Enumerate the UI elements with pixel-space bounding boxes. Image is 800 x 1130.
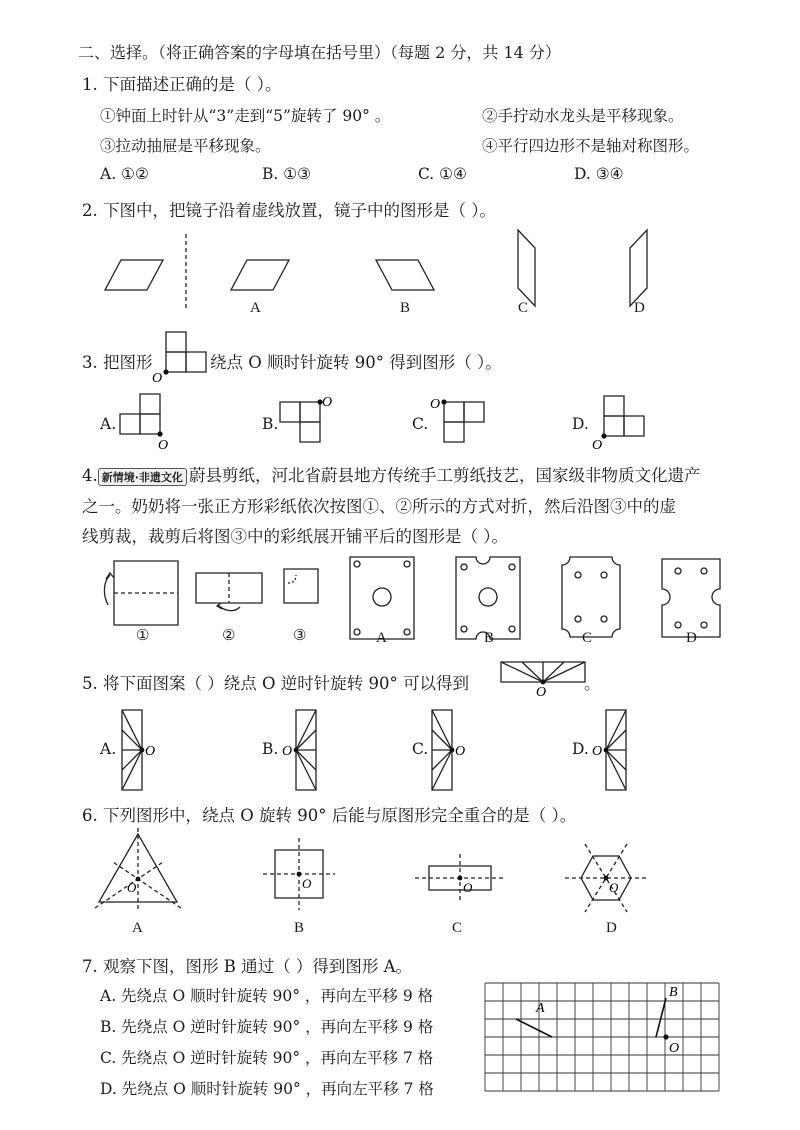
q6-label-b[interactable]: B [294, 920, 305, 936]
q4-step-3-square [284, 569, 318, 603]
q5-option-b[interactable]: B. [262, 740, 279, 758]
q4-step-label-3: ③ [293, 628, 307, 644]
q4-label-a[interactable]: A [376, 630, 387, 646]
q7-stem: 7. 观察下图，图形 B 通过（ ）得到图形 A。 [82, 957, 413, 976]
q4-line-3: 线剪裁，裁剪后将图③中的彩纸展开铺平后的图形是（ ）。 [82, 527, 508, 546]
svg-text:O: O [455, 744, 466, 759]
q2-shape-a [231, 260, 289, 290]
svg-text:O: O [430, 397, 441, 412]
q3-original-shape [150, 330, 212, 386]
q3-option-b[interactable]: B. [262, 415, 279, 433]
q5-stem-a: 5. 将下面图案（ ）绕点 O 逆时针旋转 90° 可以得到 [82, 674, 469, 693]
q7-option-b[interactable]: B. 先绕点 O 逆时针旋转 90° ，再向左平移 9 格 [100, 1018, 434, 1036]
section-title: 二、选择。（将正确答案的字母填在括号里）（每题 2 分，共 14 分） [78, 43, 561, 62]
q5-shape-a [118, 708, 168, 792]
q2-label-b[interactable]: B [400, 300, 411, 316]
q6-label-a[interactable]: A [132, 920, 143, 936]
svg-text:O: O [145, 744, 156, 759]
q2-label-d[interactable]: D [634, 300, 645, 316]
q4-badge: 新情境·非遗文化 [98, 468, 187, 486]
q3-option-a[interactable]: A. [100, 415, 117, 433]
q7-label-b: B [669, 985, 678, 1000]
q1-option-a[interactable]: A. ①② [100, 165, 149, 183]
svg-text:O: O [282, 744, 293, 759]
svg-text:O: O [127, 880, 137, 895]
q1-option-b[interactable]: B. ①③ [262, 165, 312, 183]
q2-figures [95, 228, 695, 308]
q6-stem: 6. 下列图形中，绕点 O 旋转 90° 后能与原图形完全重合的是（ ）。 [82, 806, 577, 825]
q7-grid-figure [480, 978, 726, 1088]
q4-label-d[interactable]: D [686, 630, 697, 646]
q3-shape-d [590, 392, 660, 452]
q2-shape-b [376, 260, 434, 290]
q7-option-c[interactable]: C. 先绕点 O 逆时针旋转 90° ，再向左平移 7 格 [100, 1049, 434, 1067]
q1-statement-4: ④平行四边形不是轴对称图形。 [482, 137, 700, 155]
q6-shape-a [95, 828, 181, 912]
q1-statement-2: ②手拧动水龙头是平移现象。 [482, 107, 684, 125]
q2-original-parallelogram [105, 260, 163, 290]
q4-line-2: 之一。奶奶将一张正方形彩纸依次按图①、②所示的方式对折，然后沿图③中的虚 [82, 497, 676, 516]
q3-shape-c [428, 392, 498, 452]
q5-stem-b: 。 [584, 674, 601, 693]
q3-option-d[interactable]: D. [572, 415, 589, 433]
q3-stem-a: 3. 把图形 [82, 353, 153, 372]
q4-result-b [456, 557, 520, 639]
q7-label-o: O [669, 1041, 680, 1056]
q4-result-d [662, 559, 720, 637]
q1-option-d[interactable]: D. ③④ [574, 165, 624, 183]
q4-line-1: 4. 新情境·非遗文化 蔚县剪纸，河北省蔚县地方传统手工剪纸技艺，国家级非物质文化遗产 [82, 466, 701, 485]
q6-label-c[interactable]: C [452, 920, 463, 936]
q6-figures [95, 828, 685, 920]
q4-step-label-2: ② [222, 628, 236, 644]
q5-option-d[interactable]: D. [572, 740, 589, 758]
q5-shape-b [278, 708, 328, 792]
q5-target-figure [500, 660, 586, 700]
q5-shape-c [428, 708, 478, 792]
q6-label-d[interactable]: D [606, 920, 617, 936]
q4-result-c [562, 557, 620, 637]
q3-point-label: O [152, 371, 163, 386]
q3-shape-a [118, 392, 178, 452]
q4-result-a [350, 557, 414, 639]
q1-statement-1: ①钟面上时针从“3”走到“5”旋转了 90° 。 [100, 107, 391, 125]
q2-label-c[interactable]: C [518, 300, 529, 316]
q3-shape-b [278, 392, 348, 452]
svg-text:O: O [322, 395, 333, 410]
q2-stem: 2. 下图中，把镜子沿着虚线放置，镜子中的图形是（ ）。 [82, 201, 496, 220]
q3-option-c[interactable]: C. [412, 415, 429, 433]
svg-text:O: O [158, 438, 169, 453]
q1-statement-3: ③拉动抽屉是平移现象。 [100, 137, 271, 155]
svg-text:O: O [609, 880, 619, 895]
q4-label-c[interactable]: C [582, 630, 593, 646]
q2-shape-c [518, 230, 535, 306]
svg-text:O: O [536, 685, 547, 700]
q4-label-b[interactable]: B [484, 630, 495, 646]
q2-shape-d [630, 230, 647, 306]
svg-text:O: O [302, 876, 312, 891]
q7-label-a: A [536, 1001, 545, 1016]
q7-option-d[interactable]: D. 先绕点 O 顺时针旋转 90° ，再向左平移 7 格 [100, 1080, 434, 1098]
q1-stem: 1. 下面描述正确的是（ ）。 [82, 75, 282, 94]
q4-figures [100, 555, 740, 645]
svg-text:O: O [463, 880, 473, 895]
q4-step-label-1: ① [136, 628, 150, 644]
svg-text:O: O [592, 438, 603, 453]
q7-shape-b [656, 998, 666, 1037]
q7-option-a[interactable]: A. 先绕点 O 顺时针旋转 90° ，再向左平移 9 格 [100, 987, 434, 1005]
q3-stem-b: 绕点 O 顺时针旋转 90° 得到图形（ ）。 [210, 353, 502, 372]
svg-text:O: O [592, 744, 603, 759]
q1-option-c[interactable]: C. ①④ [418, 165, 467, 183]
q5-shape-d [588, 708, 638, 792]
q2-label-a[interactable]: A [250, 300, 261, 316]
q5-option-c[interactable]: C. [412, 740, 429, 758]
q5-option-a[interactable]: A. [100, 740, 117, 758]
